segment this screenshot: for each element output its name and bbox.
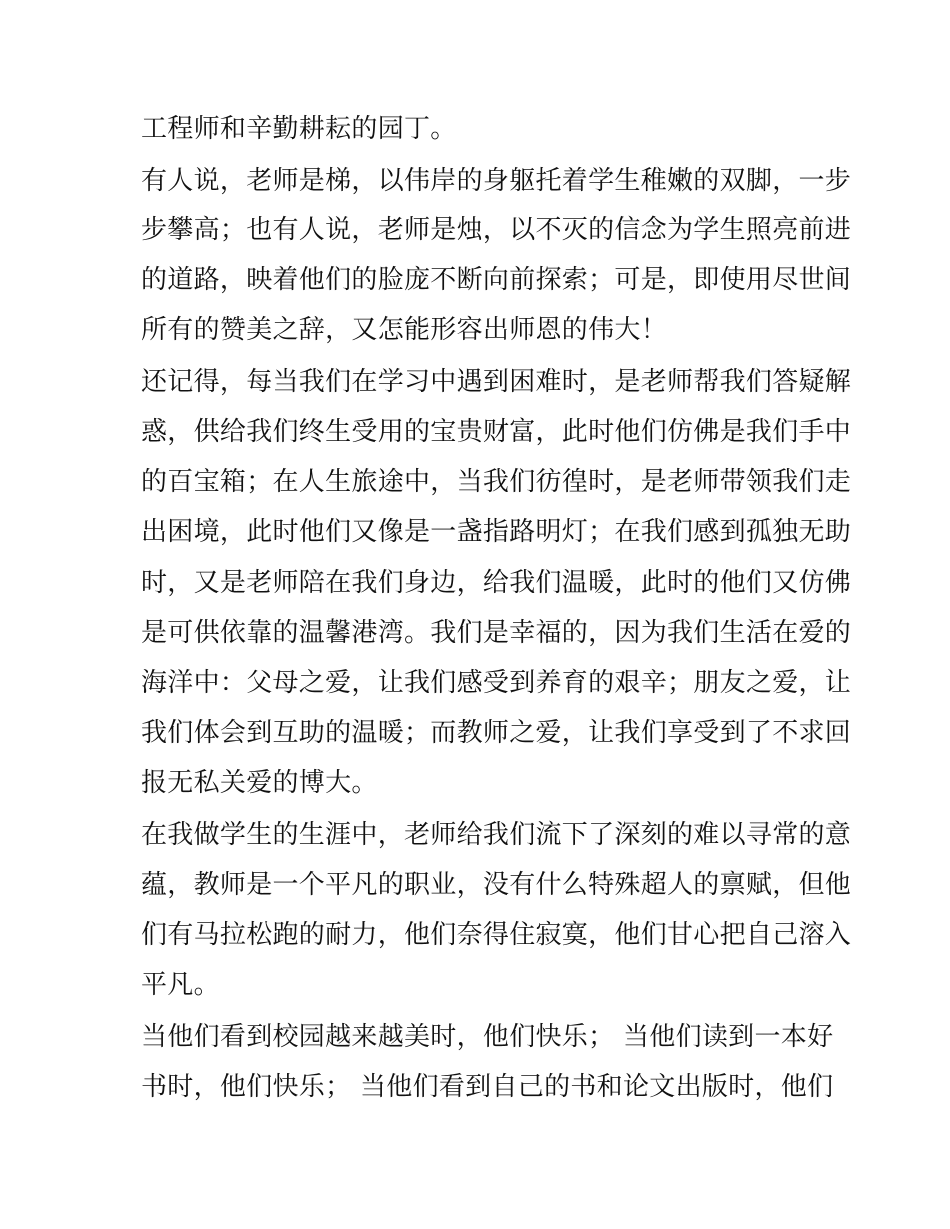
text-line: 的道路，映着他们的脸庞不断向前探索；可是，即使用尽世间 [141, 265, 852, 295]
text-line: 当他们看到校园越来越美时，他们快乐； 当他们读到一本好 [141, 1022, 834, 1052]
text-line: 所有的赞美之辞，又怎能形容出师恩的伟大！ [141, 315, 668, 345]
text-line: 时，又是老师陪在我们身边，给我们温暖，此时的他们又仿佛 [141, 568, 852, 598]
text-line: 步攀高；也有人说，老师是烛，以不灭的信念为学生照亮前进 [141, 215, 852, 245]
text-line: 我们体会到互助的温暖；而教师之爱，让我们享受到了不求回 [141, 718, 852, 748]
text-line: 蕴，教师是一个平凡的职业，没有什么特殊超人的禀赋，但他 [141, 870, 852, 900]
text-line: 还记得，每当我们在学习中遇到困难时，是老师帮我们答疑解 [141, 367, 852, 397]
text-line: 出困境，此时他们又像是一盏指路明灯；在我们感到孤独无助 [141, 517, 852, 547]
text-line: 在我做学生的生涯中，老师给我们流下了深刻的难以寻常的意 [141, 820, 852, 850]
text-line: 们有马拉松跑的耐力，他们奈得住寂寞，他们甘心把自己溶入 [141, 920, 852, 950]
text-line: 书时，他们快乐； 当他们看到自己的书和论文出版时，他们 [141, 1072, 834, 1102]
text-line: 平凡。 [141, 970, 220, 1000]
text-line: 海洋中：父母之爱，让我们感受到养育的艰辛；朋友之爱，让 [141, 668, 852, 698]
text-line: 工程师和辛勤耕耘的园丁。 [141, 114, 457, 144]
text-line: 惑，供给我们终生受用的宝贵财富，此时他们仿佛是我们手中 [141, 417, 852, 447]
text-line: 是可供依靠的温馨港湾。我们是幸福的，因为我们生活在爱的 [141, 618, 852, 648]
text-line: 报无私关爱的博大。 [141, 768, 378, 798]
text-line: 有人说，老师是梯，以伟岸的身躯托着学生稚嫩的双脚，一步 [141, 166, 852, 196]
text-line: 的百宝箱；在人生旅途中，当我们彷徨时，是老师带领我们走 [141, 467, 852, 497]
